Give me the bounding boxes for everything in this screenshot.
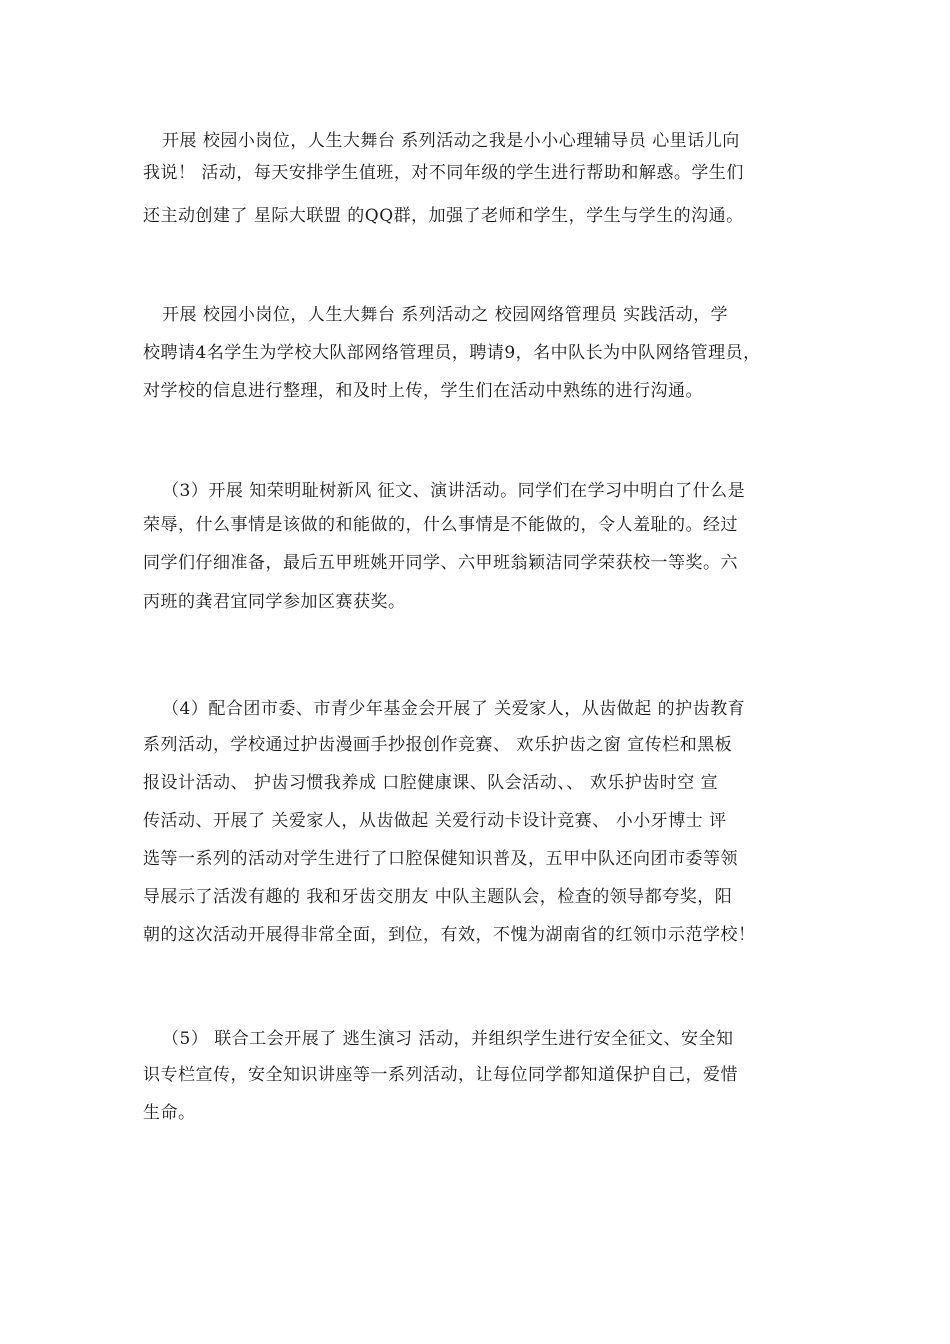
text-line: 生命。 [143,1103,196,1123]
text-line: （3）开展 知荣明耻树新风 征文、演讲活动。同学们在学习中明白了什么是 [162,481,746,501]
text-line: 荣辱，什么事情是该做的和能做的，什么事情是不能做的，令人羞耻的。经过 [143,515,738,535]
text-line: 校聘请4名学生为学校大队部网络管理员，聘请9，名中队长为中队网络管理员， [143,343,761,363]
text-line: 报设计活动、 护齿习惯我养成 口腔健康课、队会活动、、 欢乐护齿时空 宣 [143,773,719,793]
text-line: 识专栏宣传，安全知识讲座等一系列活动，让每位同学都知道保护自己，爱惜 [143,1065,738,1085]
text-line: （4）配合团市委、市青少年基金会开展了 关爱家人，从齿做起 的护齿教育 [162,699,746,719]
text-line: 选等一系列的活动对学生进行了口腔保健知识普及，五甲中队还向团市委等领 [143,849,738,869]
text-line: 同学们仔细准备，最后五甲班姚开同学、六甲班翁颖洁同学荣获校一等奖。六 [143,553,738,573]
text-line: 朝的这次活动开展得非常全面，到位，有效，不愧为湖南省的红领巾示范学校！ [143,925,756,945]
text-line: 开展 校园小岗位，人生大舞台 系列活动之我是小小心理辅导员 心里话儿向 [162,131,740,151]
text-line: 传活动、开展了 关爱家人，从齿做起 关爱行动卡设计竞赛、 小小牙博士 评 [143,811,727,831]
text-line: 丙班的龚君宜同学参加区赛获奖。 [143,592,406,612]
text-line: 开展 校园小岗位，人生大舞台 系列活动之 校园网络管理员 实践活动，学 [162,305,729,325]
text-line: （5） 联合工会开展了 逃生演习 活动，并组织学生进行安全征文、安全知 [162,1029,734,1049]
text-line: 对学校的信息进行整理，和及时上传，学生们在活动中熟练的进行沟通。 [143,381,703,401]
text-line: 系列活动，学校通过护齿漫画手抄报创作竞赛、 欢乐护齿之窗 宣传栏和黑板 [143,735,733,755]
text-line: 我说！ 活动，每天安排学生值班，对不同年级的学生进行帮助和解惑。学生们 [143,163,744,183]
text-line: 还主动创建了 星际大联盟 的QQ群，加强了老师和学生，学生与学生的沟通。 [143,206,744,226]
text-line: 导展示了活泼有趣的 我和牙齿交朋友 中队主题队会，检查的领导都夸奖，阳 [143,887,733,907]
